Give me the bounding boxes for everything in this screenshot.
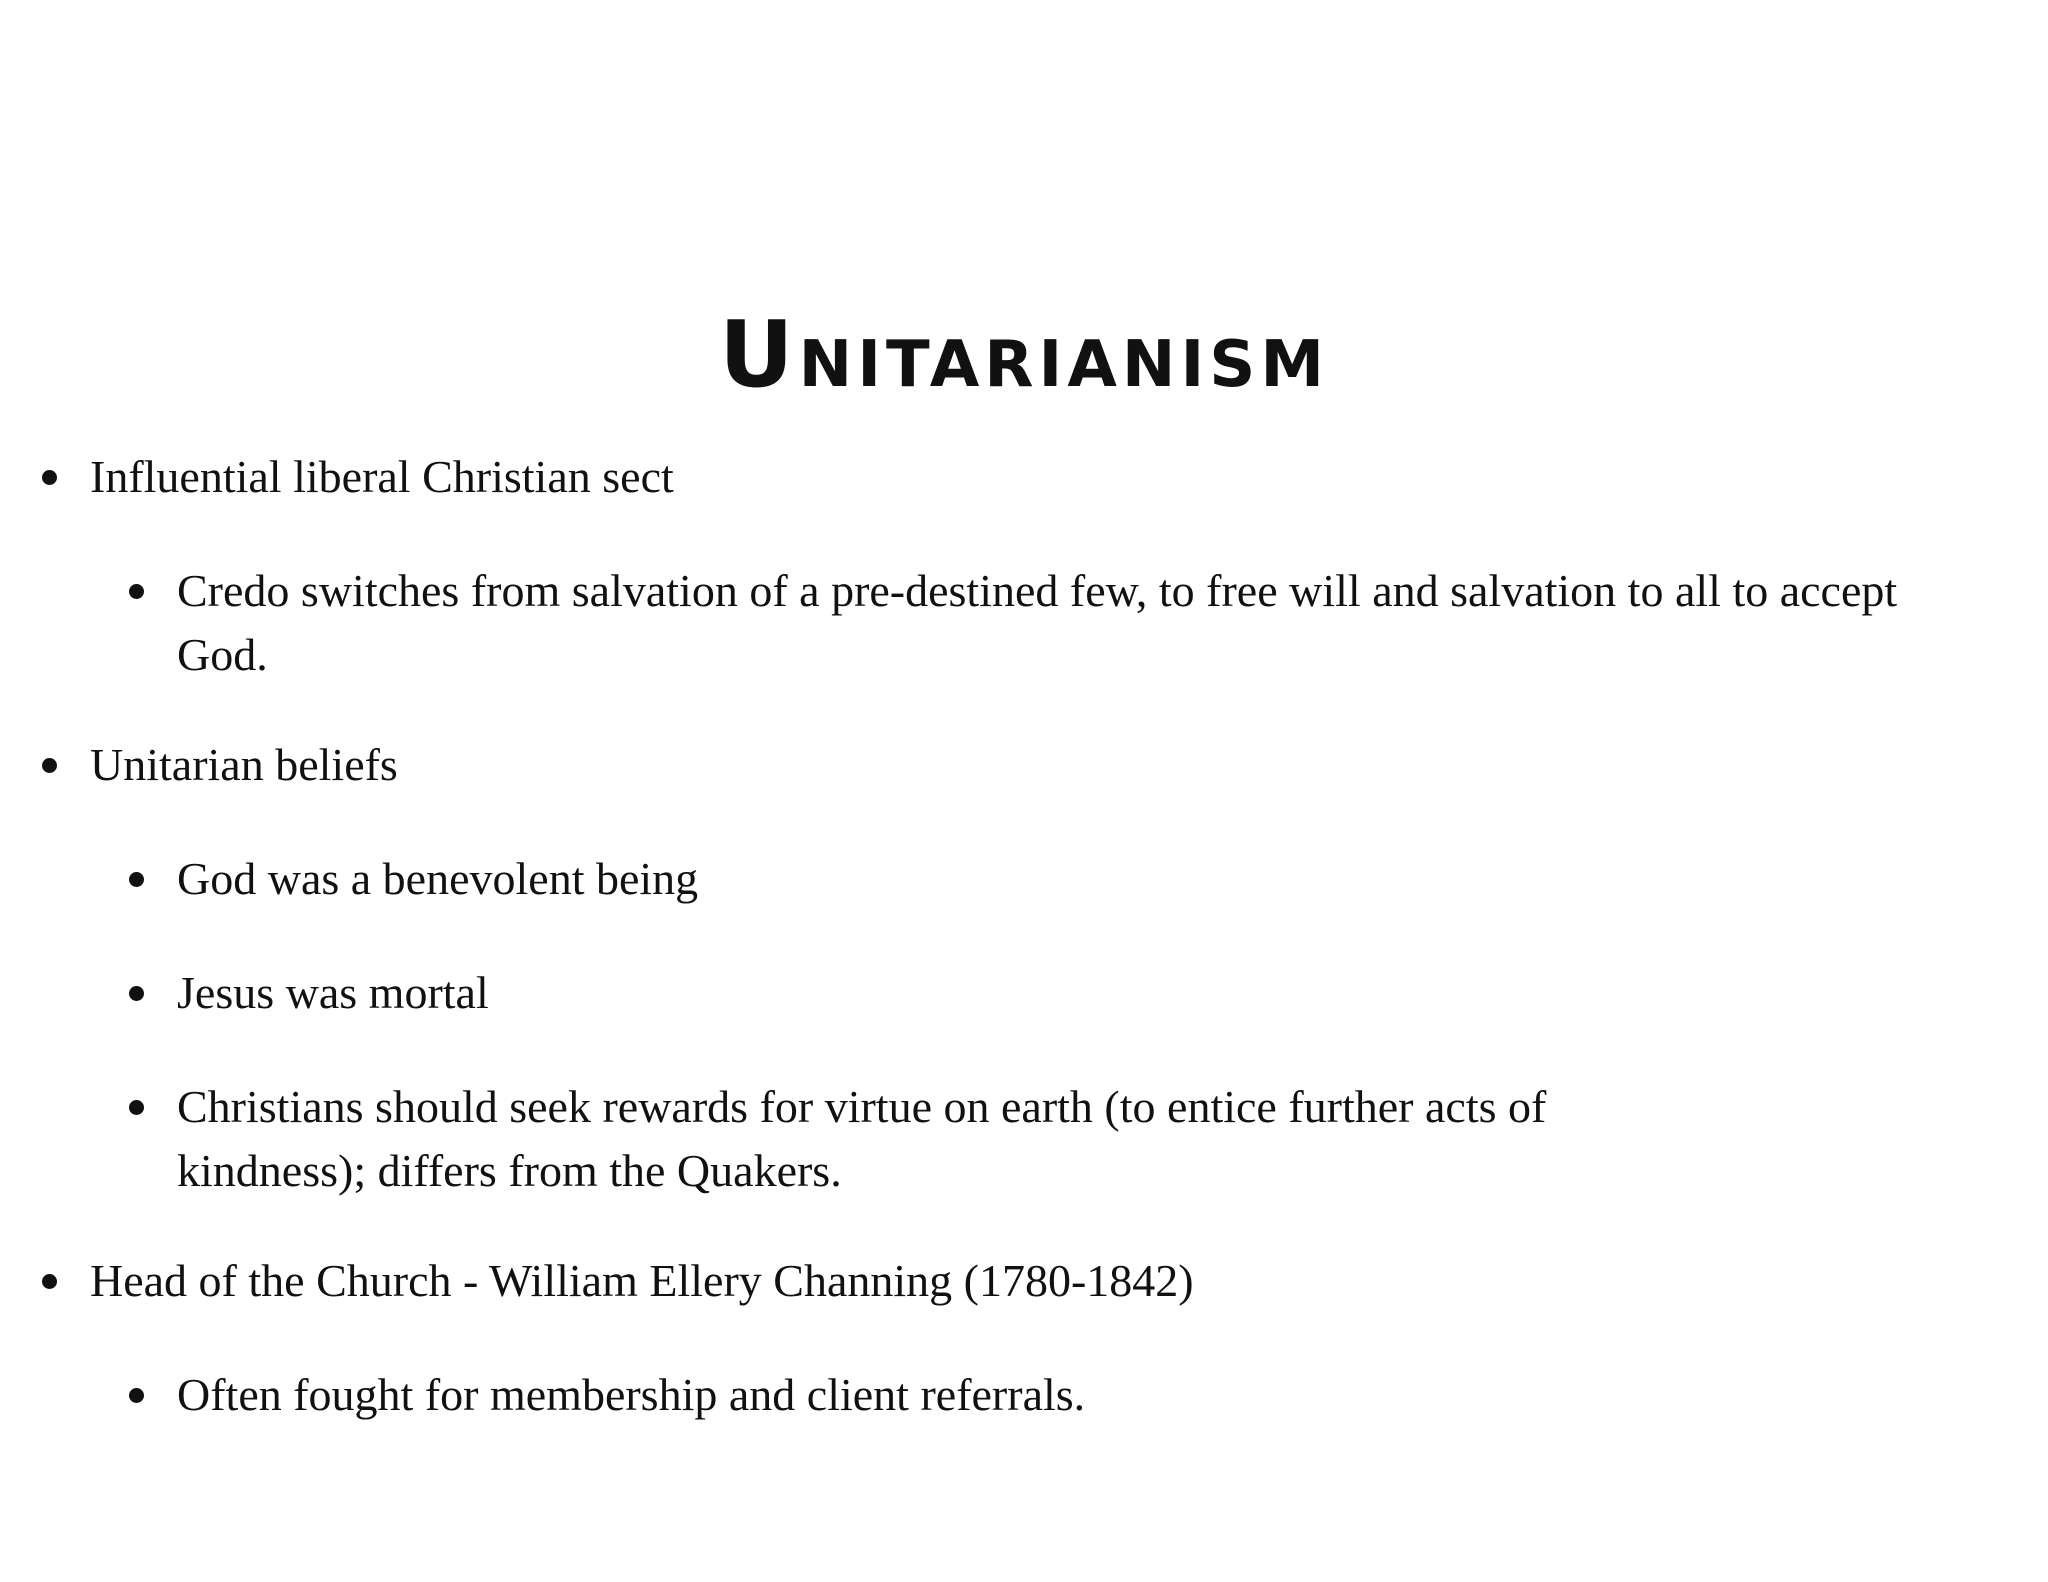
bullet-text: Unitarian beliefs bbox=[90, 739, 398, 790]
bullet-text: Head of the Church - William Ellery Channing (1780-1842) bbox=[90, 1255, 1194, 1306]
bullet-dot-icon bbox=[42, 1274, 57, 1289]
bullet-text: Christians should seek rewards for virtue on earth (to entice further acts of kindness); differs from the Quakers. bbox=[177, 1081, 1547, 1196]
sub-bullet-item bbox=[177, 1075, 1737, 1203]
bullet-text: Jesus was mortal bbox=[177, 967, 489, 1018]
bullet-dot-icon bbox=[42, 470, 57, 485]
bullet-dot-icon bbox=[129, 1388, 144, 1403]
bullet-dot-icon bbox=[42, 758, 57, 773]
sub-bullet-item bbox=[177, 559, 1937, 687]
sub-bullet-item bbox=[177, 961, 1937, 1025]
bullet-dot-icon bbox=[129, 872, 144, 887]
sub-bullet-item bbox=[177, 847, 1937, 911]
bullet-text: Influential liberal Christian sect bbox=[90, 451, 674, 502]
sub-bullet-item bbox=[177, 1363, 1937, 1427]
bullet-dot-icon bbox=[129, 584, 144, 599]
bullet-text: Credo switches from salvation of a pre-destined few, to free will and salvation to all to accept God. bbox=[177, 565, 1898, 680]
bullet-item bbox=[90, 445, 1890, 509]
bullet-text: God was a benevolent being bbox=[177, 853, 699, 904]
bullet-dot-icon bbox=[129, 1100, 144, 1115]
bullet-dot-icon bbox=[129, 986, 144, 1001]
bullet-item bbox=[90, 1249, 1890, 1313]
bullet-text: Often fought for membership and client referrals. bbox=[177, 1369, 1086, 1420]
bullet-item bbox=[90, 733, 1890, 797]
slide-title: Unitarianism bbox=[718, 301, 1330, 408]
